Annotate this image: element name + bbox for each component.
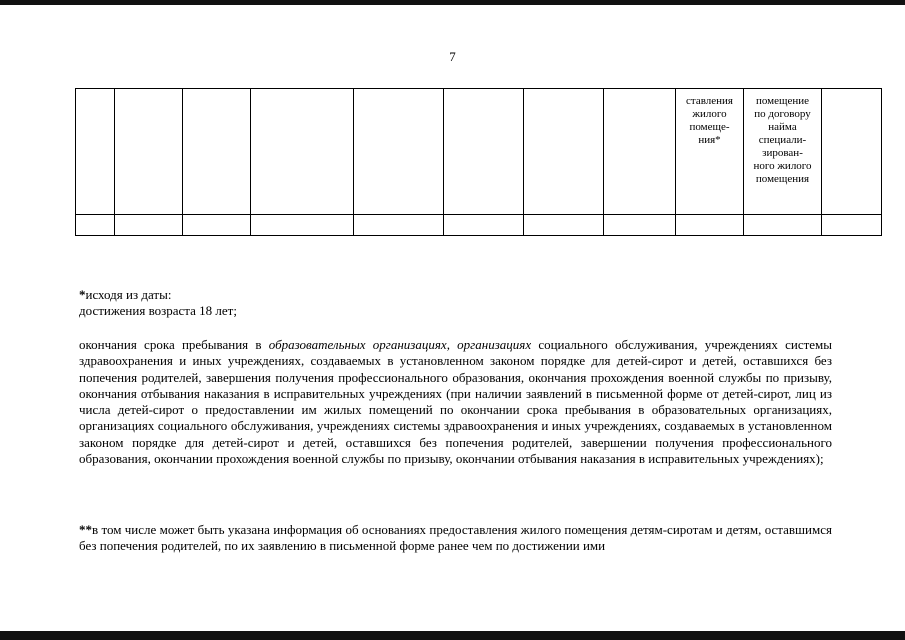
table-cell	[822, 215, 882, 236]
table-header-row	[76, 89, 882, 215]
footnote-marker: **	[79, 522, 92, 537]
table-cell	[183, 215, 251, 236]
table-row	[76, 215, 882, 236]
table-cell	[744, 215, 822, 236]
table-cell	[444, 215, 524, 236]
table-cell	[604, 89, 676, 215]
table-cell-specialized-housing: помещение по договору найма специали- зирован- ного жилого помещения	[744, 89, 822, 215]
table-cell	[115, 215, 183, 236]
italic-phrase: образовательных организациях, организациях	[268, 337, 532, 352]
table-cell	[251, 89, 354, 215]
table-cell	[604, 215, 676, 236]
footnote-1-title: исходя из даты:	[85, 287, 172, 302]
table-cell	[444, 89, 524, 215]
table-cell	[354, 215, 444, 236]
table-cell	[524, 89, 604, 215]
footnote-1-line2: достижения возраста 18 лет;	[79, 303, 237, 319]
footnote-2-text: в том числе может быть указана информация об основаниях предоставления жилого помещения детям-сиротам и детям, оставшимся без попечения родителей, по их заявлению в письменной форме ранее чем по достижении ими	[79, 522, 832, 554]
table-cell	[76, 89, 115, 215]
table-cell	[183, 89, 251, 215]
table-cell	[822, 89, 882, 215]
table-cell	[676, 215, 744, 236]
footnote-1-header	[79, 287, 832, 320]
table-cell	[115, 89, 183, 215]
footnote-2	[79, 522, 832, 555]
footnote-1-body: окончания срока пребывания в образовательных организациях, организациях социального обслуживания, учреждениях системы здравоохранения и иных учреждениях, создаваемых в установленном законом порядке для детей-сирот и детей, оставшихся без попечения родителей, завершения получения профессионального образования, окончания прохождения военной службы по призыву, окончания отбывания наказания в исправительных учреждениях (при наличии заявлений в письменной форме от детей-сирот, лиц из числа детей-сирот о предоставлении им жилых помещений по окончании срока пребывания в образовательных организациях, организациях социального обслуживания, учреждениях системы здравоохранения и иных учреждениях, создаваемых в установленном законом порядке для детей-сирот и детей, оставшихся без попечения родителей, завершении получения профессионального образования, окончании прохождения военной службы по призыву, окончании отбывания наказания в исправительных учреждениях);	[79, 337, 832, 467]
table-cell	[251, 215, 354, 236]
table-cell	[524, 215, 604, 236]
table-cell	[76, 215, 115, 236]
table-cell-housing-provision: ставления жилого помеще- ния*	[676, 89, 744, 215]
footnote-marker: *	[79, 287, 86, 302]
table-cell	[354, 89, 444, 215]
scan-bottom-border	[0, 631, 905, 640]
data-table	[75, 88, 882, 236]
page-number: 7	[449, 49, 456, 64]
scan-top-border	[0, 0, 905, 5]
